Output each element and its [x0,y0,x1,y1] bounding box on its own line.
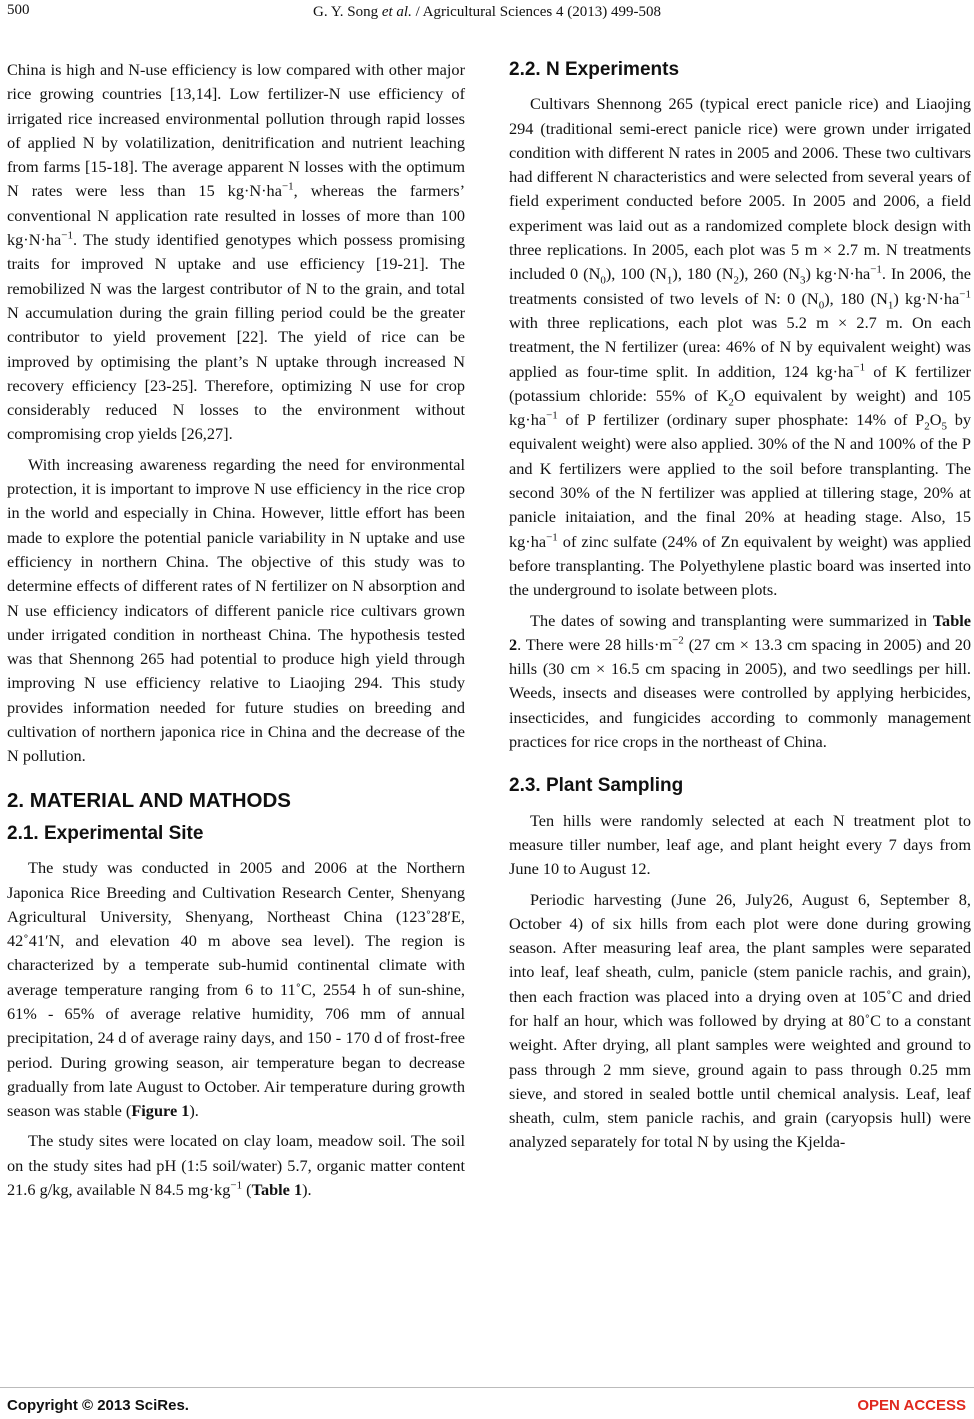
header-authors: G. Y. Song [313,4,382,20]
paragraph-site-2: The study sites were located on clay loam, meadow soil. The soil on the study sites had pH (1:5 soil/water) 5.7, organic matter content 21.6 g/kg, available N 84.5 $mg\cdot kg^{-1}$ (Table 1). [7,1131,465,1200]
paragraph-sampling-1: Ten hills were randomly selected at each N treatment plot to measure tiller number, leaf age, and plant height every 7 days from June 10 to August 12. [509,810,971,879]
subsection-heading-2-1: 2.1. Experimental Site [7,822,204,844]
paragraph-site-1: The study was conducted in 2005 and 2006 at the Northern Japonica Rice Breeding and Cultivation Research Center, Shenyang Agricultural University, Shenyang, Northeast China (123˚28′E, 42˚41′N, and elevation 40 m above sea level). The region is characterized by a temperate sub-humid continental climate with average temperature ranging from 6 to 11˚C, 2554 h of sun-shine, 61% - 65% of average relative humidity, 706 mm of annual precipitation, 24 d of average rainy days, and 150 - 170 d of frost-free period. During growing season, air temperature began to decrease gradually from late August to October. Air temperature during growth season was stable (Figure 1). [7,858,465,1121]
header-journal: / Agricultural Sciences 4 (2013) 499-508 [411,4,661,20]
figure-1-ref: Figure 1 [131,1101,190,1121]
paragraph-sampling-2: Periodic harvesting (June 26, July26, August 6, September 8, October 4) of six hills from each plot were done during growing season. After measuring leaf area, the plant samples were separated into leaf, leaf sheath, culm, panicle (stem panicle rachis, and grain), then each fraction was placed into a drying oven at 105˚C and dried for half an hour, which was followed by drying at 80˚C to a constant weight. After drying, all plant samples were weighted and ground to pass through 2 mm sieve, ground again to pass through 0.25 mm sieve, and stored in sealed bottle until chemical analysis. Leaf, leaf sheath, culm, stem panicle rachis, and grain (caryopsis hull) were analyzed separately for total N by using the Kjelda- [509,889,971,1152]
paragraph-n-experiments-1: Cultivars Shennong 265 (typical erect panicle rice) and Liaojing 294 (traditional semi-erect panicle rice) were grown under irrigated condition with different N rates in 2005 and 2006. These two cultivars had different N characteristics and were selected from several years of field experiment conducted before 2005. In 2005 and 2006, a field experiment was laid out as a randomized complete block design with three replications. In 2005, each plot was 5 m × 2.7 m. N treatments included 0 $(N_0)$, 100 $(N_1)$, 180 $(N_2)$, 260 $(N_3)$ $kg\cdot N\cdot ha^{-1}$. In 2006, the treatments consisted of two levels of N: 0 $(N_0)$, 180 $(N_1)$ $kg\cdot N\cdot ha^{-1}$ with three replications, each plot was 5.2 m × 2.7 m. On each treatment, the N fertilizer (urea: 46% of N by equivalent weight) was applied as four-time split. In addition, 124 $kg\cdot ha^{-1}$ of K fertilizer (potassium chloride: 55% of $K_2O$ equivalent by weight) and 105 $kg\cdot ha^{-1}$ of P fertilizer (ordinary super phosphate: 14% of $P_2O_5$ by equivalent weight) were also applied. 30% of the N and 100% of the P and K fertilizers were applied to the soil before transplanting. The second 30% of the N fertilizer was applied at tillering stage, 20% at panicle initaiation, and the final 20% at heading stage. Also, 15 $kg\cdot ha^{-1}$ of zinc sulfate (24% of Zn equivalent by weight) was applied before transplanting. The Polyethylene plastic board was inserted into the underground to isolate between plots. [509,94,972,600]
paragraph-n-experiments-2: The dates of sowing and transplanting were summarized in Table 2. There were 28 $hills\cdot m^{-2}$ (27 cm × 13.3 cm spacing in 2005) and 20 hills (30 cm × 16.5 cm spacing in 2005), and two seedlings per hill. Weeds, insects and diseases were controlled by applying herbicides, insecticides, and fungicides according to commonly management practices for rice crops in the northeast of China. [509,610,971,752]
table-2-ref: Table 2 [509,610,971,654]
paragraph-intro-2: With increasing awareness regarding the need for environmental protection, it is important to improve N use efficiency in the rice crop in the world and especially in China. However, little effort has been made to explore the potential panicle variability in N uptake and use efficiency in northern China. The objective of this study was to determine effects of different rates of N fertilizer on N absorption and N use efficiency indicators of different panicle rice cultivars grown under irrigated condition in northeast China. The hypothesis tested was that Shennong 265 had potential to produce high yield through improving N use efficiency relative to Liaojing 294. This study provides information needed for future studies on breeding and cultivation of northern japonica rice in China and the decrease of the N pollution. [7,454,465,766]
page-number: 500 [7,2,30,18]
right-column [509,58,971,1155]
subsection-heading-2-2: 2.2. N Experiments [509,59,680,80]
running-header [0,4,974,21]
copyright-notice: Copyright © 2013 SciRes. [7,1397,189,1414]
header-etal: et al. [381,4,412,20]
left-column [7,58,465,1202]
paragraph-intro-1: China is high and N-use efficiency is low compared with other major rice growing countries [13,14]. Low fertilizer-N use efficiency of irrigated rice increased environmental pollution through rapid losses of applied N by volatilization, denitrification and nutrient leaching from farms [15-18]. The average apparent N losses with the optimum N rates were less than 15 $kg\cdot N\cdot ha^{-1}$, whereas the farmers’ conventional N application rate resulted in losses of more than 100 $kg\cdot N\cdot ha^{-1}$. The study identified genotypes which possess promising traits for improved N uptake and use efficiency [19-21]. The remobilized N was the largest contributor of N to the grain, and total N accumulation during the grain filling period could be the greater contributor to yield provement [22]. The yield of rice can be improved by optimising the plant’s N uptake through increased N recovery efficiency [23-25]. Therefore, optimizing N use for crop considerably reduced N losses to the environment without compromising crop yields [26,27]. [7,60,466,444]
footer-divider [0,1387,974,1388]
table-1-ref: Table 1 [251,1180,303,1200]
section-heading-2: 2. MATERIAL AND MATHODS [7,788,291,812]
subsection-heading-2-3: 2.3. Plant Sampling [509,775,684,797]
open-access-label: OPEN ACCESS [857,1397,966,1414]
